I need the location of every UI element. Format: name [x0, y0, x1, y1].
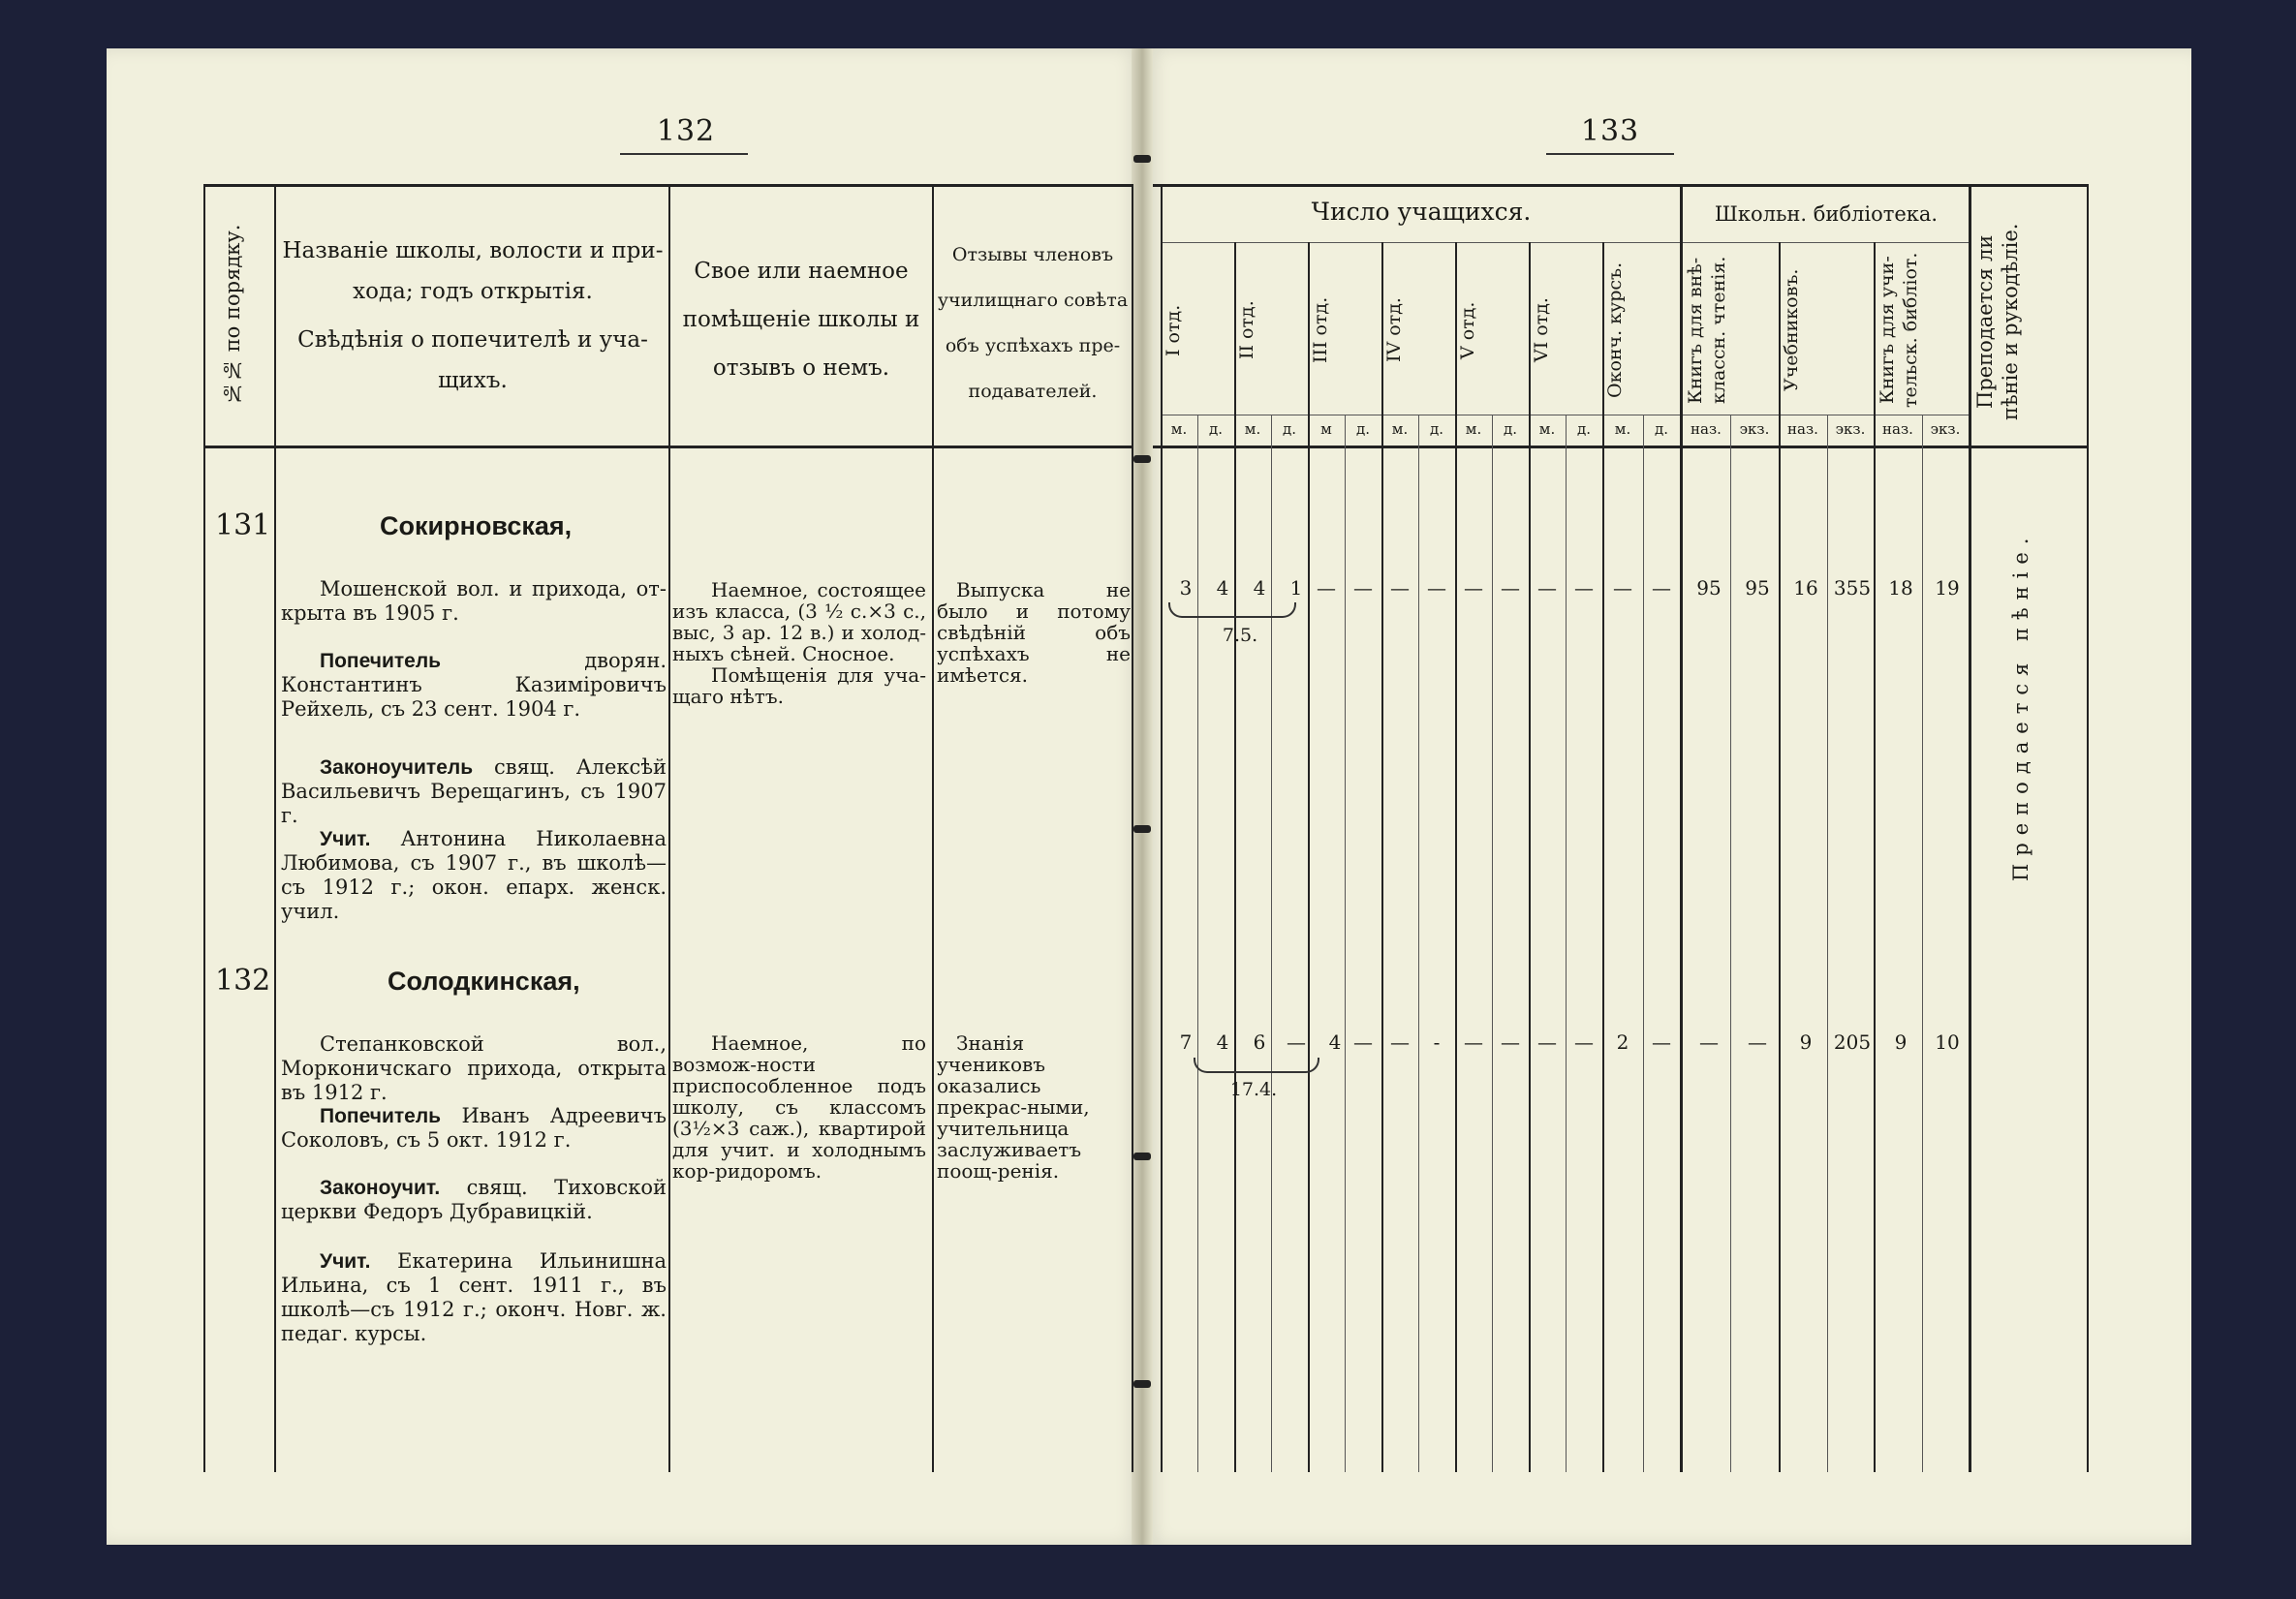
- trustee-label: Попечитель: [320, 650, 442, 672]
- col-rule: [1680, 184, 1683, 1472]
- header-name-line: Свѣдѣнія о попечителѣ и уча-: [297, 327, 648, 353]
- header-rule: [1682, 242, 1969, 243]
- law-text: свящ. Алексѣй Васильевичъ Верещагинъ, съ 1907 г.: [281, 755, 667, 827]
- binding-stitch: [1133, 825, 1151, 833]
- count-cell: 3: [1179, 576, 1193, 600]
- col-rule: [668, 184, 670, 1472]
- header-grade-4: IV отд.: [1383, 297, 1405, 363]
- trustee-entry: [281, 1104, 667, 1153]
- sub-header: м.: [1244, 420, 1261, 438]
- school-name: Солодкинская,: [388, 967, 580, 996]
- col-rule: [203, 184, 205, 1472]
- count-cell: —: [1390, 576, 1410, 600]
- count-cell: —: [1537, 1030, 1557, 1054]
- lib-cell: 9: [1799, 1030, 1813, 1054]
- count-cell: 4: [1328, 1030, 1342, 1054]
- binding-stitch: [1133, 155, 1151, 163]
- header-reviews: [936, 232, 1130, 415]
- sub-header: наз.: [1787, 420, 1818, 438]
- count-cell: —: [1390, 1030, 1410, 1054]
- count-cell: —: [1501, 1030, 1520, 1054]
- count-cell: 4: [1253, 576, 1266, 600]
- count-cell: —: [1353, 576, 1373, 600]
- law-teacher-entry: [281, 755, 667, 828]
- count-cell: 1: [1289, 576, 1303, 600]
- sub-header: м.: [1170, 420, 1188, 438]
- header-lib-reading: Книгъ для внѣ-классн. чтенія.: [1685, 256, 1729, 405]
- sub-header: экз.: [1835, 420, 1866, 438]
- count-cell: —: [1353, 1030, 1373, 1054]
- singing-note: Преподается пѣніе.: [2009, 530, 2032, 881]
- header-lib-textbooks: Учебниковъ.: [1781, 268, 1802, 392]
- page-number-rule: [1546, 153, 1674, 155]
- sub-header: м.: [1391, 420, 1409, 438]
- count-cell: —: [1464, 1030, 1483, 1054]
- sub-header: экз.: [1739, 420, 1770, 438]
- sub-header: д.: [1355, 420, 1370, 438]
- count-cell: 2: [1616, 1030, 1629, 1054]
- binding-stitch: [1133, 455, 1151, 463]
- sub-header: д.: [1654, 420, 1668, 438]
- col-rule: [1132, 184, 1133, 1472]
- sub-header: м: [1320, 420, 1332, 438]
- average-brace: [1194, 1058, 1319, 1073]
- count-cell: —: [1574, 576, 1594, 600]
- building-desc: [672, 1032, 926, 1182]
- review-text: Выпуска не было и потому свѣдѣній объ успѣхахъ не имѣется.: [937, 578, 1131, 687]
- book-spine: [1132, 48, 1153, 1545]
- trustee-label: Попечитель: [320, 1105, 442, 1127]
- table-top-rule: [1153, 184, 2089, 187]
- sub-header: м.: [1465, 420, 1482, 438]
- count-cell: —: [1317, 576, 1336, 600]
- sub-header: м.: [1614, 420, 1631, 438]
- sub-header: м.: [1538, 420, 1556, 438]
- average-brace: [1168, 602, 1296, 618]
- teacher-label: Учит.: [320, 1250, 371, 1273]
- col-rule: [932, 184, 934, 1472]
- header-name-line: хода; годъ открытія.: [353, 279, 593, 304]
- count-cell: —: [1501, 576, 1520, 600]
- header-reviews-line: подавателей.: [968, 381, 1098, 402]
- count-cell: —: [1464, 576, 1483, 600]
- lib-cell: 16: [1793, 576, 1818, 600]
- count-cell: —: [1574, 1030, 1594, 1054]
- lib-cell: 18: [1888, 576, 1913, 600]
- header-singing: Преподается ли пѣніе и рукодѣліе.: [1973, 223, 2022, 420]
- sub-rule: [1345, 415, 1346, 1472]
- law-label: Законоучитель: [320, 756, 474, 779]
- sub-header: наз.: [1882, 420, 1913, 438]
- count-cell: 7: [1179, 1030, 1193, 1054]
- sub-header: экз.: [1930, 420, 1961, 438]
- header-grade-1: I отд.: [1163, 304, 1184, 356]
- sub-rule: [1730, 415, 1731, 1472]
- sub-header: наз.: [1691, 420, 1722, 438]
- header-grade-5: V отд.: [1457, 301, 1478, 359]
- header-grade-6: VI отд.: [1531, 297, 1552, 363]
- sub-rule: [1492, 415, 1493, 1472]
- header-building: [672, 247, 930, 392]
- header-name-line: щихъ.: [438, 368, 508, 393]
- building-desc: [672, 579, 926, 707]
- school-location: Мошенской вол. и прихода, от-крыта въ 1905 г.: [281, 577, 667, 625]
- count-cell: 6: [1253, 1030, 1266, 1054]
- sub-header: д.: [1576, 420, 1591, 438]
- header-building-line: отзывъ о немъ.: [712, 355, 890, 381]
- lib-cell: 95: [1696, 576, 1722, 600]
- sub-rule: [1643, 415, 1644, 1472]
- row-number: 132: [215, 964, 271, 998]
- sub-header: д.: [1429, 420, 1443, 438]
- count-cell: —: [1537, 576, 1557, 600]
- law-text: свящ. Тиховской церкви Федоръ Дубравицкій.: [281, 1176, 667, 1223]
- teacher-entry: [281, 827, 667, 924]
- lib-cell: 355: [1833, 576, 1872, 600]
- lib-cell: —: [1699, 1030, 1719, 1054]
- sub-header: д.: [1503, 420, 1517, 438]
- average-value: 17.4.: [1229, 1079, 1278, 1100]
- teacher-entry: [281, 1249, 667, 1346]
- count-cell: —: [1652, 1030, 1671, 1054]
- row-number: 131: [215, 508, 271, 542]
- teacher-text: Екатерина Ильинишна Ильина, съ 1 сент. 1911 г., въ школѣ—съ 1912 г.; оконч. Новг. ж. педаг. курсы.: [281, 1249, 667, 1345]
- header-grade-3: III отд.: [1310, 296, 1331, 364]
- building-line: Помѣщенія для уча-щаго нѣтъ.: [672, 663, 926, 708]
- header-reviews-line: объ успѣхахъ пре-: [945, 335, 1121, 356]
- average-value: 7.5.: [1222, 625, 1258, 646]
- teacher-text: Антонина Николаевна Любимова, съ 1907 г., въ школѣ—съ 1912 г.; окон. епарх. женск. учил.: [281, 827, 667, 923]
- lib-cell: —: [1748, 1030, 1767, 1054]
- sub-rule: [1418, 415, 1419, 1472]
- header-lib-teacher: Книгъ для учи-тельск. библіот.: [1877, 252, 1921, 409]
- law-teacher-entry: [281, 1176, 667, 1224]
- trustee-text: Иванъ Адреевичъ Соколовъ, съ 5 окт. 1912 г.: [281, 1104, 667, 1152]
- lib-cell: 205: [1833, 1030, 1872, 1054]
- sub-rule: [1197, 415, 1198, 1472]
- count-cell: —: [1652, 576, 1671, 600]
- page-number-left: 132: [656, 114, 716, 148]
- building-line: Наемное, по возмож-ности приспособленное подъ школу, съ классомъ (3½×3 саж.), квартирой для учит. и холоднымъ кор-ридоромъ.: [672, 1031, 926, 1183]
- col-rule: [274, 184, 276, 1472]
- header-reviews-line: Отзывы членовъ: [951, 244, 1114, 265]
- sub-rule: [1827, 415, 1828, 1472]
- header-library: Школьн. библіотека.: [1714, 202, 1939, 226]
- header-reviews-line: училищнаго совѣта: [937, 290, 1129, 311]
- count-cell: —: [1287, 1030, 1306, 1054]
- count-cell: -: [1433, 1030, 1441, 1054]
- col-rule: [2087, 184, 2089, 1472]
- sub-rule: [1271, 415, 1272, 1472]
- count-cell: —: [1613, 576, 1632, 600]
- count-cell: 4: [1216, 1030, 1229, 1054]
- header-graduated: Оконч. курсъ.: [1604, 261, 1626, 399]
- lib-cell: 10: [1935, 1030, 1960, 1054]
- teacher-label: Учит.: [320, 828, 371, 850]
- binding-stitch: [1133, 1153, 1151, 1160]
- sub-rule: [1922, 415, 1923, 1472]
- trustee-text: дворян. Константинъ Казиміровичъ Рейхель, съ 23 сент. 1904 г.: [281, 649, 667, 721]
- header-building-line: Свое или наемное: [694, 259, 909, 284]
- binding-stitch: [1133, 1380, 1151, 1388]
- school-name: Сокирновская,: [380, 511, 573, 540]
- header-name-line: Названіе школы, волости и при-: [282, 238, 664, 263]
- page-number-right: 133: [1580, 114, 1640, 148]
- page-number-rule: [620, 153, 748, 155]
- header-name: [279, 231, 667, 401]
- header-row-number: №№ по порядку.: [221, 224, 244, 406]
- count-cell: 4: [1216, 576, 1229, 600]
- trustee-entry: [281, 649, 667, 722]
- header-grade-2: II отд.: [1236, 300, 1257, 360]
- count-cell: —: [1427, 576, 1446, 600]
- lib-cell: 19: [1935, 576, 1960, 600]
- review-text: Знанія учениковъ оказались прекрас-ными, учительница заслуживаетъ поощ-ренія.: [937, 1031, 1090, 1183]
- lib-cell: 9: [1894, 1030, 1908, 1054]
- sub-header: д.: [1282, 420, 1296, 438]
- col-rule: [1969, 184, 1971, 1472]
- header-building-line: помѣщеніе школы и: [682, 307, 920, 332]
- sub-rule: [1566, 415, 1567, 1472]
- building-line: Наемное, состоящее изъ класса, (3 ½ с.×3 с., выс, 3 ар. 12 в.) и холод-ныхъ сѣней. Сносное.: [672, 578, 926, 665]
- header-students: Число учащихся.: [1311, 198, 1532, 226]
- sub-header: д.: [1208, 420, 1223, 438]
- header-bottom-rule: [1153, 446, 2089, 448]
- school-location: Степанковской вол., Морконичскаго прихода, открыта въ 1912 г.: [281, 1032, 667, 1104]
- lib-cell: 95: [1745, 576, 1770, 600]
- law-label: Законоучит.: [320, 1177, 441, 1199]
